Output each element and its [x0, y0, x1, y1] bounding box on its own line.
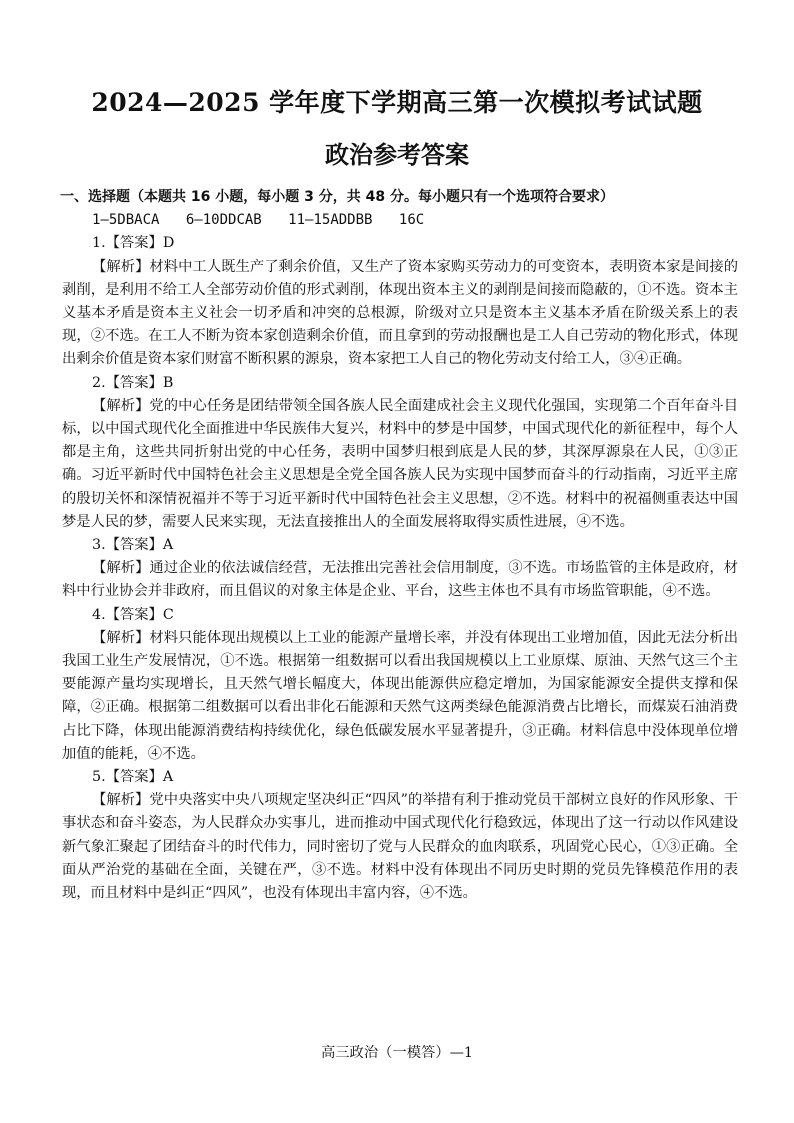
question-1-answer: 1.【答案】D	[92, 235, 175, 252]
answer-content	[62, 186, 738, 905]
question-2-analysis: 【解析】党的中心任务是团结带领全国各族人民全面建成社会主义现代化强国，实现第二个百年奋斗目标，以中国式现代化全面推进中华民族伟大复兴，材料中的梦是中国梦，中国式现代化的新征程中，每个人都是主角，这些共同折射出党的中心任务，表明中国梦归根到底是人民的梦，其深厚源泉在人民，①③正确。习近平新时代中国特色社会主义思想是全党全国各族人民为实现中国梦而奋斗的行动指南，习近平主席的殷切关怀和深情祝福并不等于习近平新时代中国特色社会主义思想，②不选。材料中的祝福侧重表达中国梦是人民的梦，需要人民来实现，无法直接推出人的全面发展将取得实质性进展，④不选。	[62, 397, 738, 530]
answer-key-group: 1—5DBACA	[92, 212, 160, 229]
question-1-analysis: 【解析】材料中工人既生产了剩余价值，又生产了资本家购买劳动力的可变资本，表明资本家是间接的剥削，是利用不给工人全部劳动价值的形式剥削，体现出资本主义的剥削是间接而隐蔽的，①不选。资本主义基本矛盾是资本主义社会一切矛盾和冲突的总根源，阶级对立只是资本主义基本矛盾在阶级关系上的表现，②不选。在工人不断为资本家创造剩余价值，而且拿到的劳动报酬也是工人自己劳动的物化形式，体现出剩余价值是资本家们财富不断积累的源泉，资本家把工人自己的物化劳动支付给工人，③④正确。	[62, 258, 738, 368]
answer-key-line	[62, 209, 738, 232]
section-heading: 一、选择题（本题共 16 小题，每小题 3 分，共 48 分。每小题只有一个选项符合要求）	[60, 189, 614, 205]
question-3-answer: 3.【答案】A	[92, 537, 174, 554]
question-3-analysis: 【解析】通过企业的依法诚信经营，无法推出完善社会信用制度，③不选。市场监管的主体是政府，材料中行业协会并非政府，而且倡议的对象主体是企业、平台，这些主体也不具有市场监管职能，④不选。	[62, 560, 738, 600]
answer-key-group: 11—15ADDBB	[288, 212, 373, 229]
question-5-answer: 5.【答案】A	[92, 769, 174, 786]
answer-key-group: 6—10DDCAB	[185, 212, 262, 229]
page-footer: 高三政治（一模答）—1	[320, 1045, 474, 1061]
page-subtitle: 政治参考答案	[325, 141, 469, 169]
page-title: 2024—2025 学年度下学期高三第一次模拟考试试题	[91, 88, 703, 117]
question-5-analysis: 【解析】党中央落实中央八项规定坚决纠正“四风”的举措有利于推动党员干部树立良好的作风形象、干事状态和奋斗姿态，为人民群众办实事儿，进而推动中国式现代化行稳致远，体现出了这一行动以作风建设新气象汇聚起了团结奋斗的时代伟力，同时密切了党与人民群众的血肉联系，巩固党心民心，①③正确。全面从严治党的基础在全面，关键在严，③不选。材料中没有体现出不同历史时期的党员先锋模范作用的表现，而且材料中是纠正“四风”，也没有体现出丰富内容，④不选。	[62, 792, 738, 902]
answer-key-group: 16C	[398, 212, 425, 229]
question-4-analysis: 【解析】材料只能体现出规模以上工业的能源产量增长率，并没有体现出工业增加值，因此无法分析出我国工业生产发展情况，①不选。根据第一组数据可以看出我国规模以上工业原煤、原油、天然气这三个主要能源产量均实现增长，且天然气增长幅度大，体现出能源供应稳定增加，为国家能源安全提供支撑和保障，②正确。根据第二组数据可以看出非化石能源和天然气这两类绿色能源消费占比增长，而煤炭石油消费占比下降，体现出能源消费结构持续优化，绿色低碳发展水平显著提升，③正确。材料信息中没体现单位增加值的能耗，④不选。	[62, 629, 738, 762]
question-2-answer: 2.【答案】B	[92, 374, 174, 391]
question-4-answer: 4.【答案】C	[92, 606, 174, 623]
